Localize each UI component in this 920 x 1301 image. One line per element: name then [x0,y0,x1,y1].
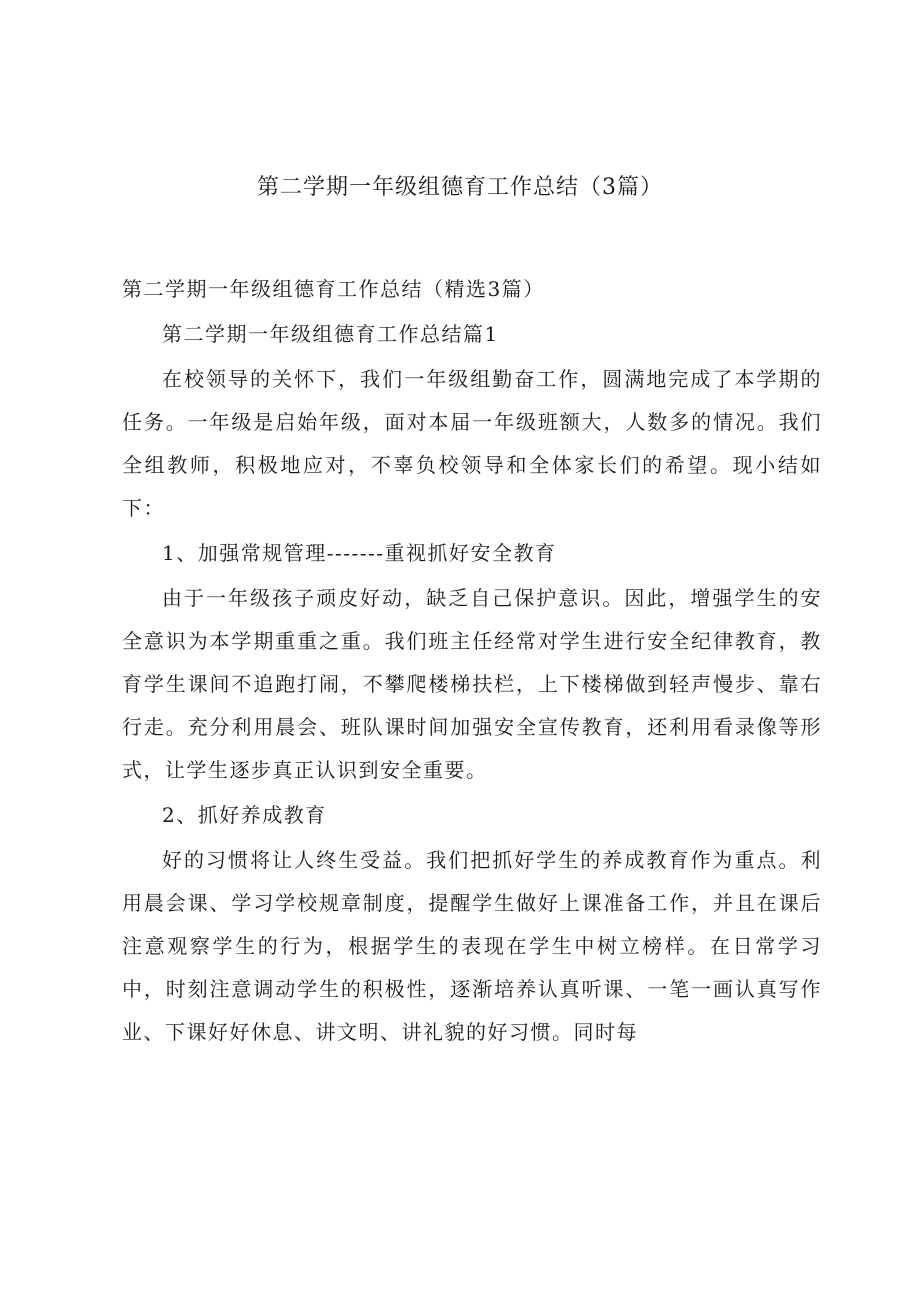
heading-safety-education: 1、加强常规管理-------重视抓好安全教育 [162,541,557,565]
paragraph-safety: 由于一年级孩子顽皮好动，缺乏自己保护意识。因此，增强学生的安全意识为本学期重重之重。我们班主任经常对学生进行安全纪律教育，教育学生课间不追跑打闹，不攀爬楼梯扶栏，上下楼梯做到轻声慢步、靠右行走。充分利用晨会、班队课时间加强安全宣传教育，还利用看录像等形式，让学生逐步真正认识到安全重要。 [122,586,822,782]
document-body [122,268,822,1056]
paragraph-intro: 在校领导的关怀下，我们一年级组勤奋工作，圆满地完成了本学期的任务。一年级是启始年级，面对本届一年级班额大，人数多的情况。我们全组教师，积极地应对，不辜负校领导和全体家长们的希望。现小结如下： [122,367,822,520]
document-title: 第二学期一年级组德育工作总结（3篇） [257,175,663,200]
heading-habit-education: 2、抓好养成教育 [162,803,327,827]
paragraph-habits: 好的习惯将让人终生受益。我们把抓好学生的养成教育作为重点。利用晨会课、学习学校规章制度，提醒学生做好上课准备工作，并且在课后注意观察学生的行为，根据学生的表现在学生中树立榜样。在日常学习中，时刻注意调动学生的积极性，逐渐培养认真听课、一笔一画认真写作业、下课好好休息、讲文明、讲礼貌的好习惯。同时每 [122,848,822,1044]
section-heading: 第二学期一年级组德育工作总结篇1 [162,322,499,346]
document-subtitle: 第二学期一年级组德育工作总结（精选3篇） [122,277,545,301]
